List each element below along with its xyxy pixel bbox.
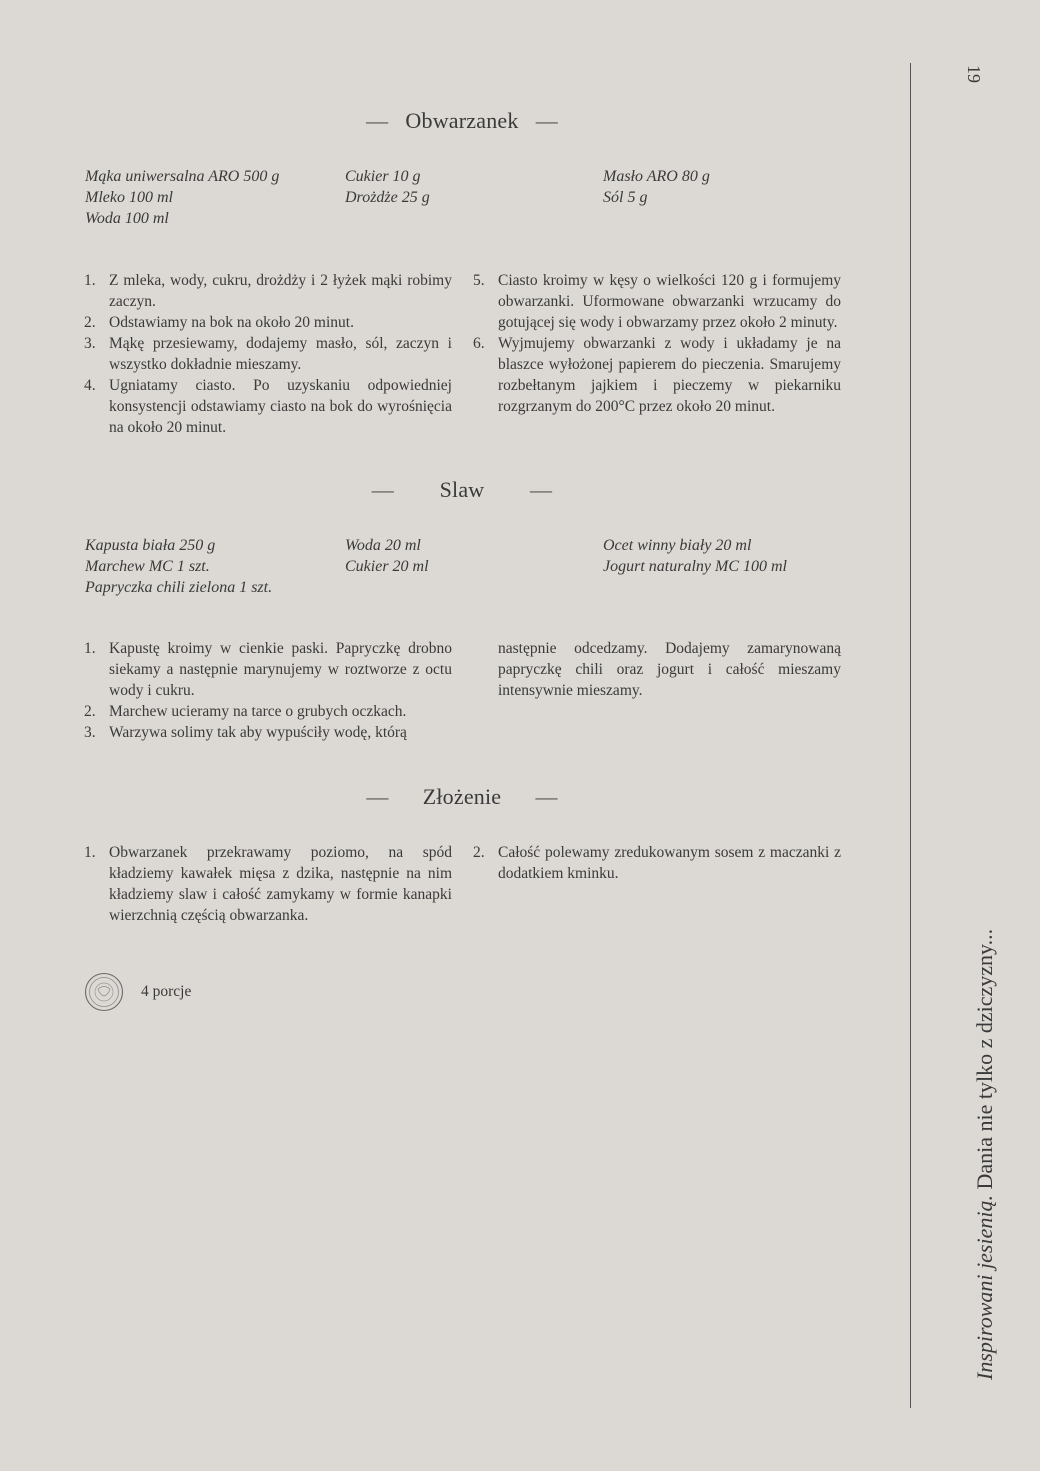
ingredient: Cukier 10 g	[345, 168, 421, 185]
step-item: 2. Odstawiamy na bok na około 20 minut.	[84, 314, 354, 331]
step-item: 1. Z mleka, wody, cukru, drożdży i 2 łyżek mąki robimy zaczyn.	[84, 272, 452, 310]
ingredients-col-2	[345, 166, 430, 208]
side-title-italic: Inspirowani jesienią.	[972, 1195, 997, 1380]
ingredient: Jogurt naturalny MC 100 ml	[603, 558, 787, 575]
ingredient: Masło ARO 80 g	[603, 168, 710, 185]
ingredients-col-3	[603, 535, 787, 577]
ingredients-col-2	[345, 535, 429, 577]
step-item: 3. Mąkę przesiewamy, dodajemy masło, sól, zaczyn i wszystko dokładnie mieszamy.	[84, 335, 452, 373]
portions	[84, 972, 191, 1012]
step-item: 1. Obwarzanek przekrawamy poziomo, na spód kładziemy kawałek mięsa z dzika, następnie na nim kładziemy slaw i całość zamykamy w formie kanapki wierzchnią częścią obwarzanka.	[84, 844, 452, 924]
ingredient: Marchew MC 1 szt.	[85, 558, 210, 575]
side-title-regular: Dania nie tylko z dziczyzny...	[972, 928, 997, 1196]
steps-left-zlozenie	[84, 842, 452, 926]
ingredients-col-3	[603, 166, 710, 208]
section-title-text: Obwarzanek	[405, 108, 519, 133]
ingredient: Sól 5 g	[603, 189, 648, 206]
step-item: 2. Marchew ucieramy na tarce o grubych oczkach.	[84, 703, 407, 720]
ingredient: Woda 20 ml	[345, 537, 421, 554]
ingredient: Drożdże 25 g	[345, 189, 430, 206]
step-item: 1. Kapustę kroimy w cienkie paski. Papryczkę drobno siekamy a następnie marynujemy w roztworze z octu wody i cukru.	[84, 640, 452, 699]
step-item: 6. Wyjmujemy obwarzanki z wody i układamy je na blaszce wyłożonej papierem do pieczenia. Smarujemy rozbełtanym jajkiem i pieczemy w piekarniku rozgrzanym do 200°C przez około 20 minut.	[473, 335, 841, 415]
ingredients-col-1	[85, 166, 279, 229]
page-number: 19	[964, 65, 984, 83]
ingredient: Mąka uniwersalna ARO 500 g	[85, 168, 280, 185]
step-item: 5. Ciasto kroimy w kęsy o wielkości 120 g i formujemy obwarzanki. Uformowane obwarzanki wrzucamy do gotującej się wody i obwarzamy przez około 2 minuty.	[473, 272, 841, 331]
section-title-zlozenie: — Złożenie —	[366, 784, 558, 809]
step-item: 2. Całość polewamy zredukowanym sosem z maczanki z dodatkiem kminku.	[473, 844, 841, 882]
plate-icon	[84, 972, 124, 1012]
step-item: 4. Ugniatamy ciasto. Po uzyskaniu odpowiedniej konsystencji odstawiamy ciasto na bok do wyrośnięcia na około 20 minut.	[84, 377, 452, 436]
section-title-obwarzanek: — Obwarzanek —	[366, 108, 558, 133]
steps-left-slaw	[84, 638, 452, 743]
side-running-title	[972, 929, 998, 1380]
step-item: 3. Warzywa solimy tak aby wypuściły wodę, którą	[84, 724, 407, 741]
section-title-text: Slaw	[439, 477, 485, 502]
ingredient: Papryczka chili zielona 1 szt.	[85, 579, 273, 596]
vertical-divider	[910, 63, 911, 1408]
ingredients-col-1	[85, 535, 272, 598]
ingredient: Ocet winny biały 20 ml	[603, 537, 752, 554]
ingredient: Kapusta biała 250 g	[85, 537, 216, 554]
ingredient: Cukier 20 ml	[345, 558, 429, 575]
steps-left-obwarzanek	[84, 270, 452, 438]
step-continuation: następnie odcedzamy. Dodajemy zamarynowaną papryczkę chili oraz jogurt i całość mieszamy intensywnie mieszamy.	[498, 640, 841, 699]
ingredient: Mleko 100 ml	[85, 189, 173, 206]
ingredient: Woda 100 ml	[85, 210, 169, 227]
steps-right-obwarzanek	[473, 270, 841, 417]
section-title-slaw: — Slaw —	[371, 477, 553, 502]
section-title-text: Złożenie	[422, 784, 502, 809]
steps-right-zlozenie	[473, 842, 841, 884]
portions-text: 4 porcje	[141, 983, 192, 1000]
